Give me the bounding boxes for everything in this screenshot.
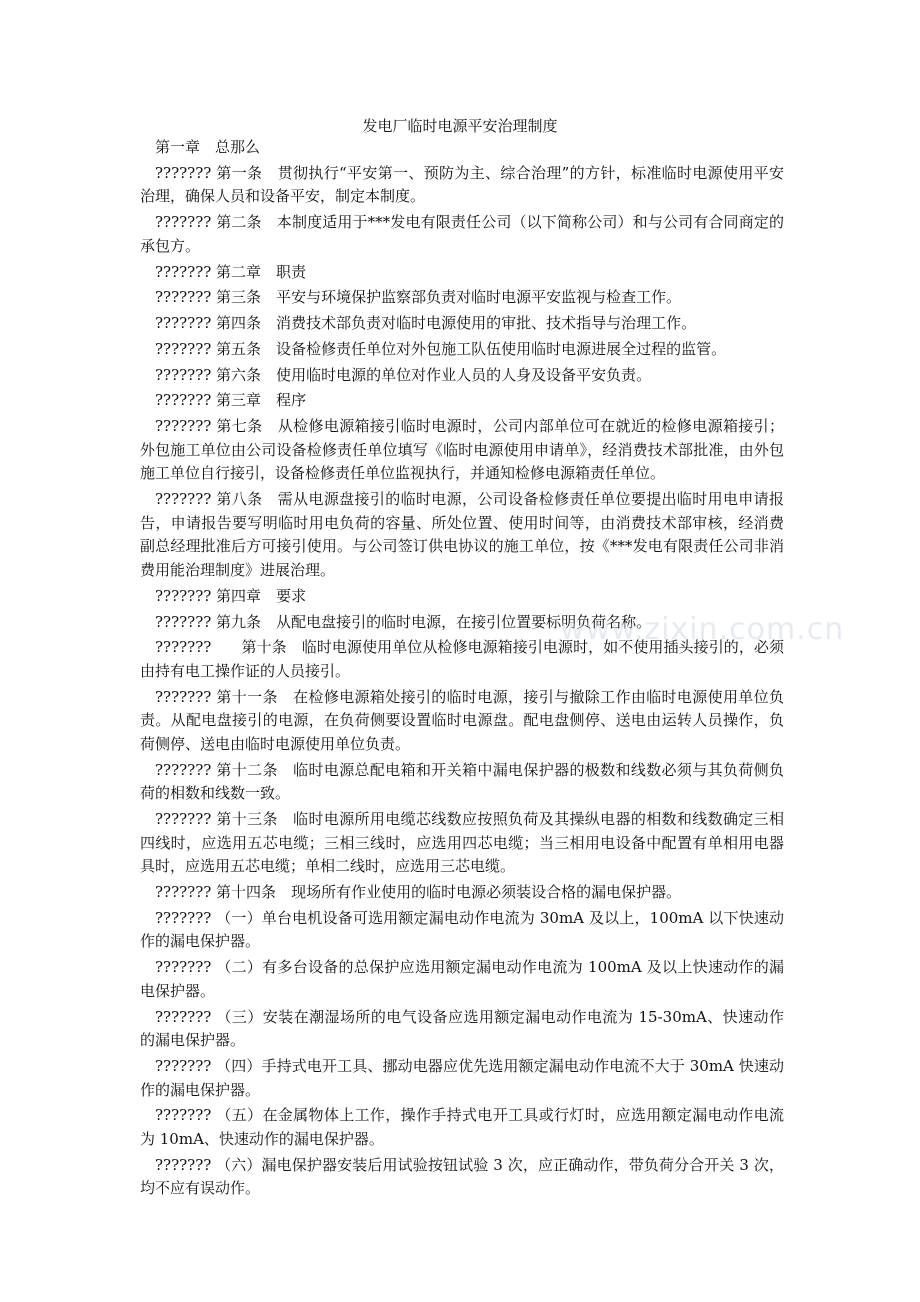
article-paragraph: ??????? 第四条 消费技术部负责对临时电源使用的审批、技术指导与治理工作。 [155, 314, 697, 333]
article-paragraph: ??????? 第二条 本制度适用于***发电有限责任公司（以下简称公司）和与公司有合同商定的承包方。 [140, 213, 784, 255]
article-paragraph: ??????? 第一条 贯彻执行“平安第一、预防为主、综合治理”的方针，标准临时电源使用平安治理，确保人员和设备平安，制定本制度。 [140, 163, 784, 206]
list-item: ??????? （三）安装在潮湿场所的电气设备应选用额定漏电动作电流为 15-30mA、快速动作的漏电保护器。 [140, 1007, 784, 1050]
list-item: ??????? （二）有多台设备的总保护应选用额定漏电动作电流为 100mA 及以上快速动作的漏电保护器。 [140, 958, 784, 1000]
document-title: 发电厂临时电源平安治理制度 [362, 117, 558, 135]
article-paragraph: ??????? 第十一条 在检修电源箱处接引的临时电源，接引与撤除工作由临时电源使用单位负责。从配电盘接引的电源，在负荷侧要设置临时电源盘。配电盘侧停、送电由运转人员操作，负荷侧停、送电由临时电源使用单位负责。 [140, 687, 784, 753]
list-item: ??????? （一）单台电机设备可选用额定漏电动作电流为 30mA 及以上，100mA 以下快速动作的漏电保护器。 [140, 908, 784, 951]
article-paragraph: ??????? 第十三条 临时电源所用电缆芯线数应按照负荷及其操纵电器的相数和线数确定三相四线时，应选用五芯电缆；三相三线时，应选用四芯电缆；当三相用电设备中配置有单相用电器具时，应选用五芯电缆；单相二线时，应选用三芯电缆。 [140, 810, 784, 876]
article-paragraph: ??????? 第十条 临时电源使用单位从检修电源箱接引电源时，如不使用插头接引的，必须由持有电工操作证的人员接引。 [140, 638, 784, 680]
chapter-heading: ??????? 第四章 要求 [155, 586, 307, 605]
article-paragraph: ??????? 第五条 设备检修责任单位对外包施工队伍使用临时电源进展全过程的监管。 [155, 339, 727, 358]
article-paragraph: ??????? 第九条 从配电盘接引的临时电源，在接引位置要标明负荷名称。 [155, 612, 652, 631]
list-item: ??????? （五）在金属物体上工作，操作手持式电开工具或行灯时，应选用额定漏电动作电流为 10mA、快速动作的漏电保护器。 [140, 1106, 784, 1148]
article-paragraph: ??????? 第七条 从检修电源箱接引临时电源时，公司内部单位可在就近的检修电源箱接引；外包施工单位由公司设备检修责任单位填写《临时电源使用申请单》，经消费技术部批准，由外包施工单位自行接引，设备检修责任单位监视执行，并通知检修电源箱责任单位。 [140, 417, 784, 483]
chapter-heading: ??????? 第三章 程序 [155, 391, 307, 410]
article-paragraph: ??????? 第十四条 现场所有作业使用的临时电源必须装设合格的漏电保护器。 [155, 883, 682, 901]
watermark: www.zixin.com.cn [560, 612, 845, 647]
chapter-heading: ??????? 第二章 职责 [155, 262, 307, 281]
article-paragraph: ??????? 第八条 需从电源盘接引的临时电源，公司设备检修责任单位要提出临时用电申请报告，申请报告要写明临时用电负荷的容量、所处位置、使用时间等，由消费技术部审核，经消费副总经理批准后方可接引使用。与公司签订供电协议的施工单位，按《***发电有限责任公司非消费用能治理制度》进展治理。 [140, 490, 784, 579]
document-body [140, 136, 784, 1203]
article-paragraph: ??????? 第十二条 临时电源总配电箱和开关箱中漏电保护器的极数和线数必须与其负荷侧负荷的相数和线数一致。 [140, 760, 784, 803]
list-item: ??????? （六）漏电保护器安装后用试验按钮试验 3 次，应正确动作，带负荷分合开关 3 次，均不应有误动作。 [140, 1155, 784, 1198]
article-paragraph: ??????? 第六条 使用临时电源的单位对作业人员的人身及设备平安负责。 [155, 365, 652, 384]
chapter-heading: 第一章 总那么 [155, 138, 261, 156]
list-item: ??????? （四）手持式电开工具、挪动电器应优先选用额定漏电动作电流不大于 30mA 快速动作的漏电保护器。 [140, 1056, 784, 1099]
article-paragraph: ??????? 第三条 平安与环境保护监察部负责对临时电源平安监视与检查工作。 [155, 288, 682, 307]
